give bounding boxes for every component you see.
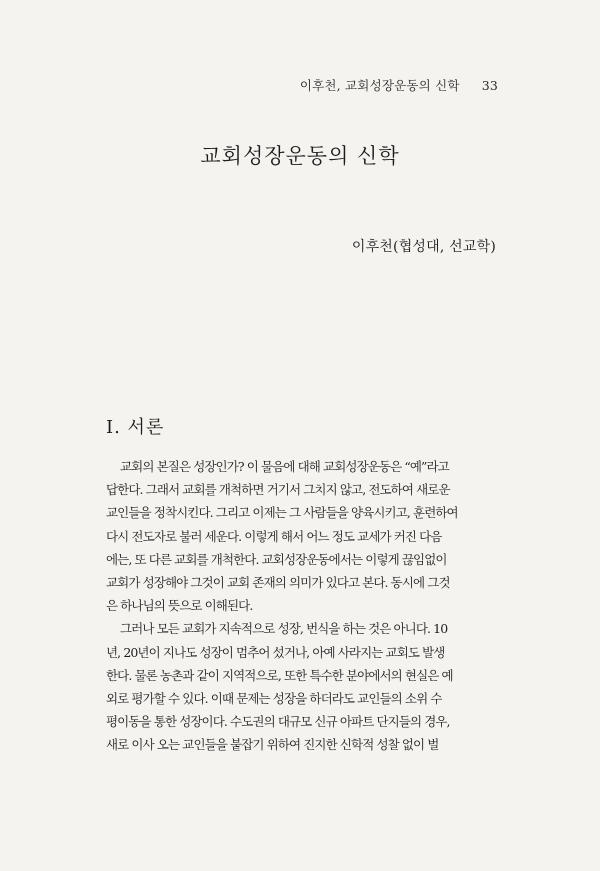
text-line: 그러나 모든 교회가 지속적으로 성장, 번식을 하는 것은 아니다. 10 [120, 621, 448, 637]
text-line: 한다. 물론 농촌과 같이 지역적으로, 또한 특수한 분야에서의 현실은 예 [106, 667, 453, 683]
paragraph [106, 617, 498, 756]
text-line: 교회가 성장해야 그것이 교회 존재의 의미가 있다고 본다. 동시에 그것 [106, 574, 450, 590]
text-line: 교회의 본질은 성장인가? 이 물음에 대해 교회성장운동은 “예”라고 [120, 459, 449, 474]
running-head-text: 이후천, 교회성장운동의 신학 [299, 78, 460, 93]
text-line: 에는, 또 다른 교회를 개척한다. 교회성장운동에서는 이렇게 끊임없이 [106, 551, 447, 567]
text-line: 교인들을 정착시킨다. 그리고 이제는 그 사람들을 양육시키고, 훈련하여 [106, 505, 458, 521]
author-line: 이후천(협성대, 선교학) [351, 239, 496, 255]
running-head [300, 76, 498, 94]
text-line: 평이동을 통한 성장이다. 수도권의 대규모 신규 아파트 단지들의 경우, [106, 714, 450, 730]
section-heading: I. 서론 [106, 417, 165, 438]
text-line: 답한다. 그래서 교회를 개척하면 거기서 그치지 않고, 전도하여 새로운 [106, 482, 450, 498]
text-line: 년, 20년이 지나도 성장이 멈추어 섰거나, 아예 사라지는 교회도 발생 [106, 644, 445, 660]
text-line: 새로 이사 오는 교인들을 붙잡기 위하여 진지한 신학적 성찰 없이 벌 [106, 737, 439, 753]
page-number: 33 [481, 78, 498, 93]
text-line: 다시 전도자로 불러 세운다. 이렇게 해서 어느 정도 교세가 커진 다음 [106, 528, 442, 544]
text-line: 은 하나님의 뜻으로 이해된다. [106, 598, 253, 614]
text-line: 외로 평가할 수 있다. 이때 문제는 성장을 하더라도 교인들의 소위 수 [106, 690, 442, 706]
paragraph [106, 455, 498, 617]
article-title: 교회성장운동의 신학 [200, 144, 400, 168]
body-text [106, 455, 498, 756]
